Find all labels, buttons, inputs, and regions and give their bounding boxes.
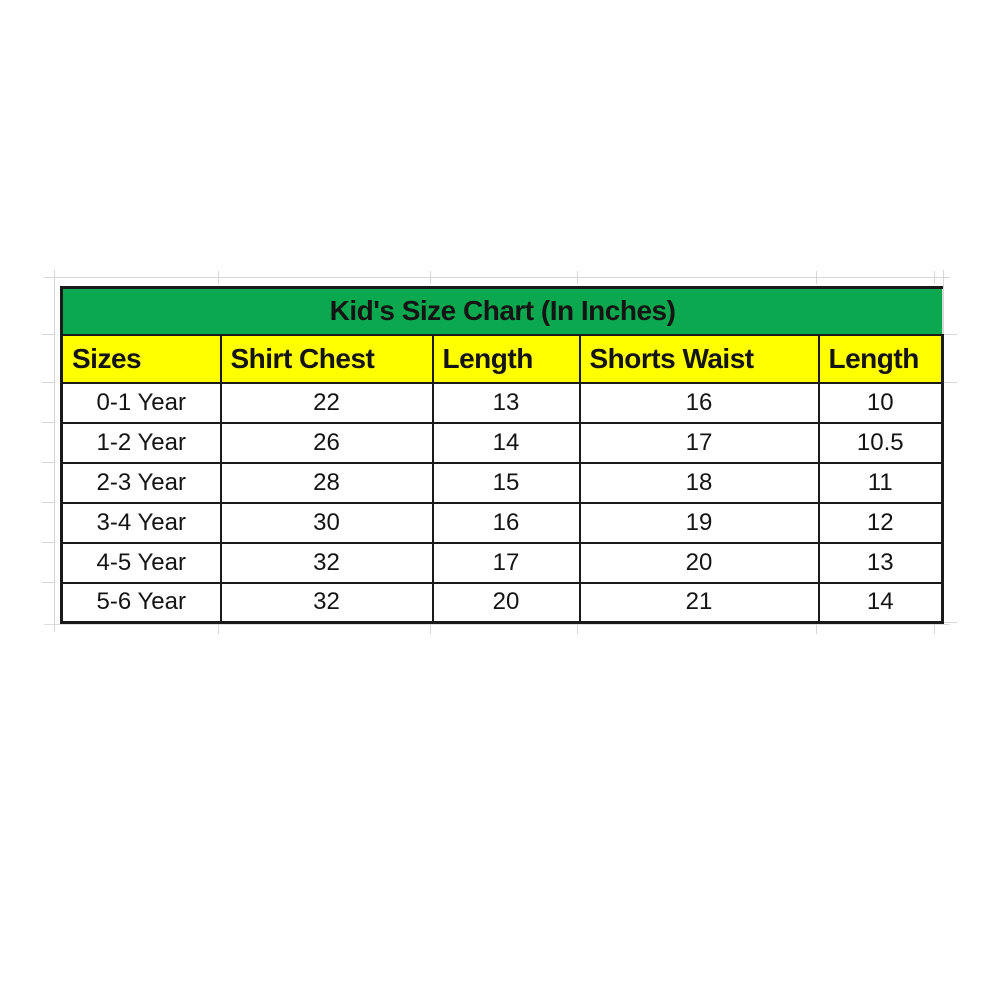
value-cell: 20 [433, 583, 580, 623]
gridline [42, 502, 55, 503]
row-label-cell: 1-2 Year [62, 423, 221, 463]
gridline [44, 624, 950, 625]
table-row [62, 463, 943, 503]
value-cell: 14 [433, 423, 580, 463]
column-header-shirt-length: Length [433, 335, 580, 383]
value-cell: 17 [580, 423, 819, 463]
value-cell: 26 [221, 423, 433, 463]
gridline [816, 271, 817, 284]
value-cell: 21 [580, 583, 819, 623]
value-cell: 10.5 [819, 423, 943, 463]
value-cell: 16 [433, 503, 580, 543]
size-chart-table [60, 286, 944, 624]
row-label-cell: 2-3 Year [62, 463, 221, 503]
value-cell: 14 [819, 583, 943, 623]
header-row [62, 335, 943, 383]
gridline [42, 382, 55, 383]
row-label-cell: 3-4 Year [62, 503, 221, 543]
row-label-cell: 5-6 Year [62, 583, 221, 623]
table-row [62, 423, 943, 463]
gridline [44, 277, 950, 278]
value-cell: 13 [819, 543, 943, 583]
value-cell: 20 [580, 543, 819, 583]
value-cell: 32 [221, 583, 433, 623]
row-label-cell: 0-1 Year [62, 383, 221, 423]
gridline [42, 334, 55, 335]
value-cell: 19 [580, 503, 819, 543]
value-cell: 32 [221, 543, 433, 583]
column-header-shorts-waist: Shorts Waist [580, 335, 819, 383]
table-row [62, 503, 943, 543]
value-cell: 22 [221, 383, 433, 423]
gridline [42, 462, 55, 463]
table-title: Kid's Size Chart (In Inches) [62, 288, 943, 335]
gridline [54, 270, 55, 632]
gridline [934, 271, 935, 284]
value-cell: 28 [221, 463, 433, 503]
gridline [577, 271, 578, 284]
row-label-cell: 4-5 Year [62, 543, 221, 583]
value-cell: 10 [819, 383, 943, 423]
title-row [62, 288, 943, 335]
value-cell: 12 [819, 503, 943, 543]
table-row [62, 543, 943, 583]
value-cell: 13 [433, 383, 580, 423]
value-cell: 18 [580, 463, 819, 503]
gridline [42, 542, 55, 543]
value-cell: 16 [580, 383, 819, 423]
value-cell: 15 [433, 463, 580, 503]
table-row [62, 383, 943, 423]
value-cell: 17 [433, 543, 580, 583]
column-header-sizes: Sizes [62, 335, 221, 383]
value-cell: 30 [221, 503, 433, 543]
value-cell: 11 [819, 463, 943, 503]
gridline [42, 582, 55, 583]
gridline [42, 422, 55, 423]
column-header-shirt-chest: Shirt Chest [221, 335, 433, 383]
gridline [218, 271, 219, 284]
gridline [430, 271, 431, 284]
table-row [62, 583, 943, 623]
column-header-shorts-length: Length [819, 335, 943, 383]
